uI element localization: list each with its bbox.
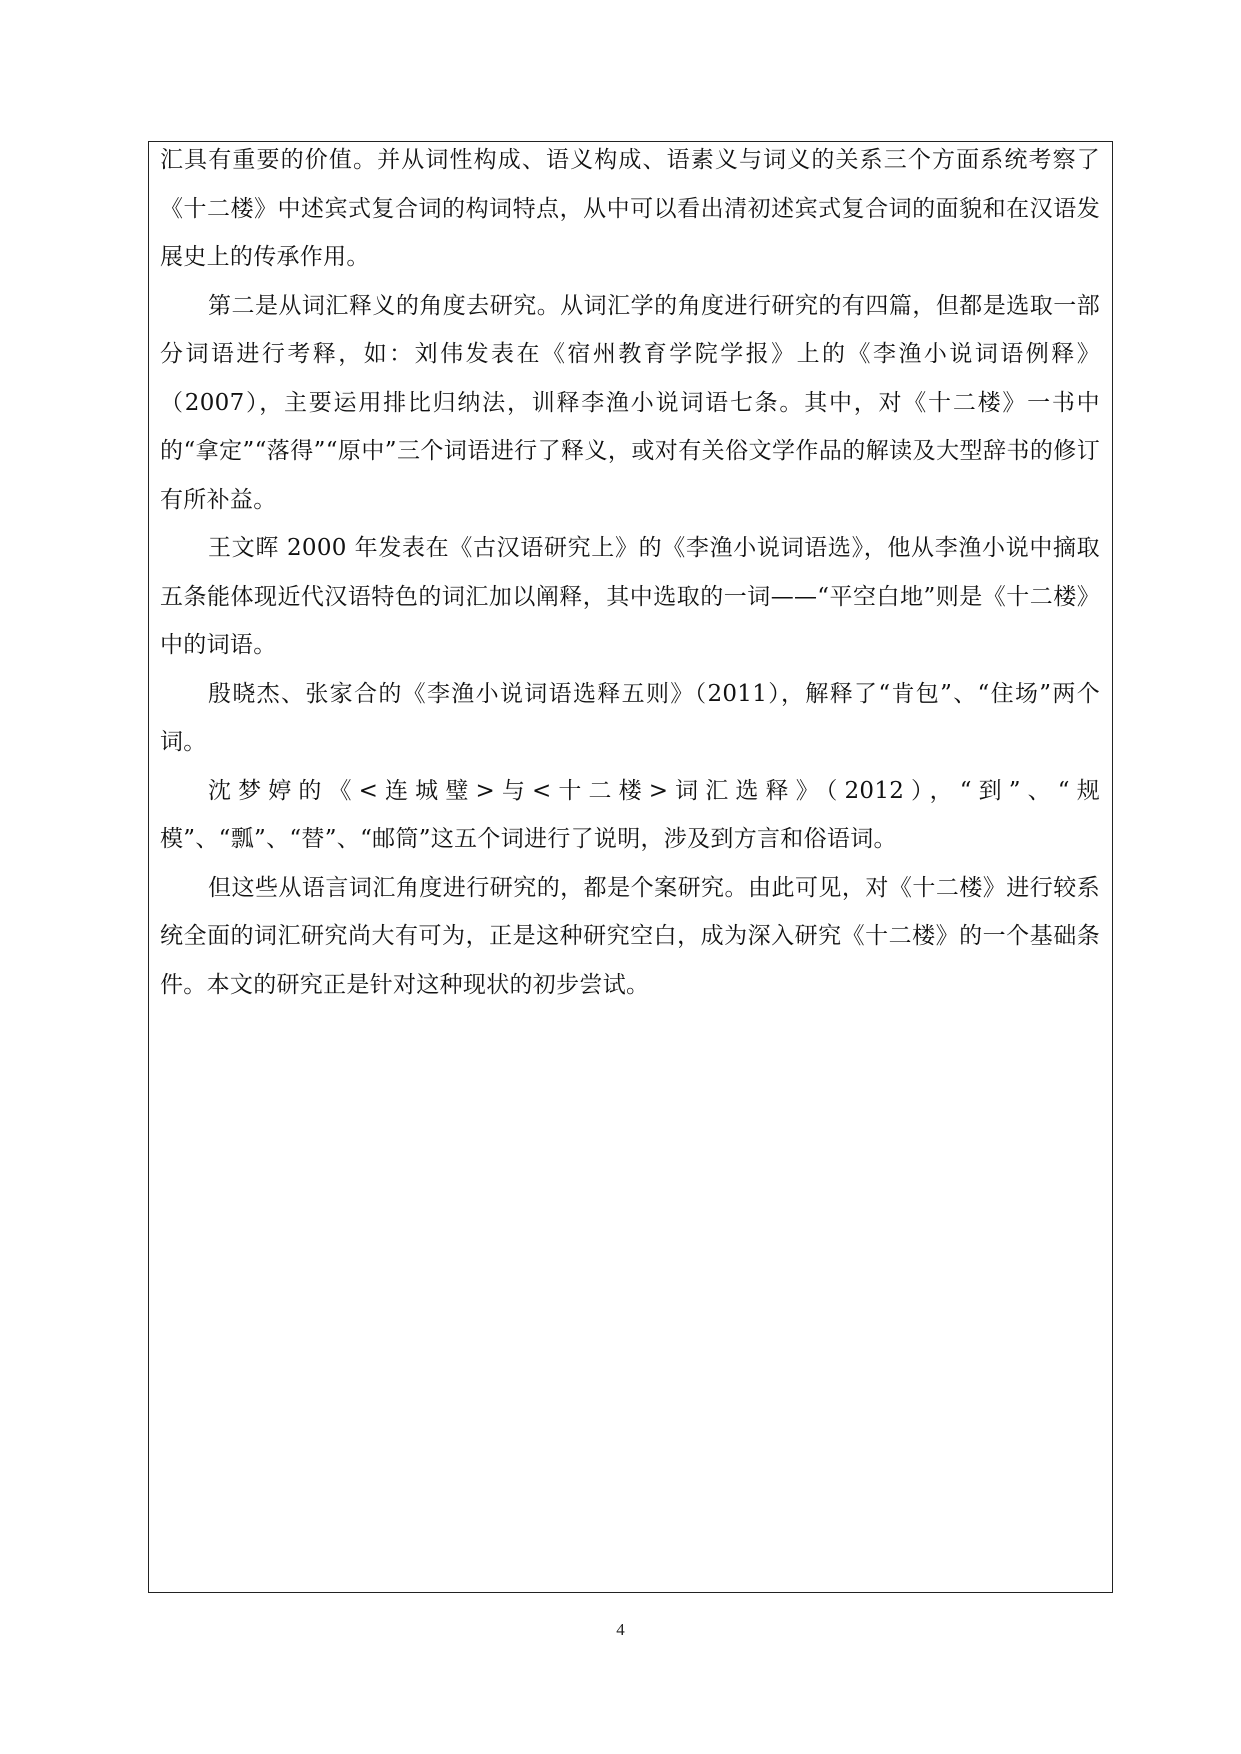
paragraph: 沈梦婷的《<连城璧>与<十二楼>词汇选释》（2012），“到”、“规模”、“瓢”、“替”、“邮筒”这五个词进行了说明，涉及到方言和俗语词。 xyxy=(160,777,1100,852)
paragraph: 殷晓杰、张家合的《李渔小说词语选释五则》（2011），解释了“肯包”、“住场”两个词。 xyxy=(160,680,1100,755)
paragraph: 汇具有重要的价值。并从词性构成、语义构成、语素义与词义的关系三个方面系统考察了《十二楼》中述宾式复合词的构词特点，从中可以看出清初述宾式复合词的面貌和在汉语发展史上的传承作用。 xyxy=(160,147,1100,270)
document-body xyxy=(160,136,1100,1009)
paragraph: 但这些从语言词汇角度进行研究的，都是个案研究。由此可见，对《十二楼》进行较系统全面的词汇研究尚大有可为，正是这种研究空白，成为深入研究《十二楼》的一个基础条件。本文的研究正是针对这种现状的初步尝试。 xyxy=(160,874,1100,998)
paragraph: 王文晖 2000 年发表在《古汉语研究上》的《李渔小说词语选》，他从李渔小说中摘取五条能体现近代汉语特色的词汇加以阐释，其中选取的一词——“平空白地”则是《十二楼》中的词语。 xyxy=(160,535,1100,658)
page-number: 4 xyxy=(616,1620,625,1639)
paragraph: 第二是从词汇释义的角度去研究。从词汇学的角度进行研究的有四篇，但都是选取一部分词语进行考释，如：刘伟发表在《宿州教育学院学报》上的《李渔小说词语例释》（2007），主要运用排比归纳法，训释李渔小说词语七条。其中，对《十二楼》一书中的“拿定”“落得”“原中”三个词语进行了释义，或对有关俗文学作品的解读及大型辞书的修订有所补益。 xyxy=(160,292,1100,513)
